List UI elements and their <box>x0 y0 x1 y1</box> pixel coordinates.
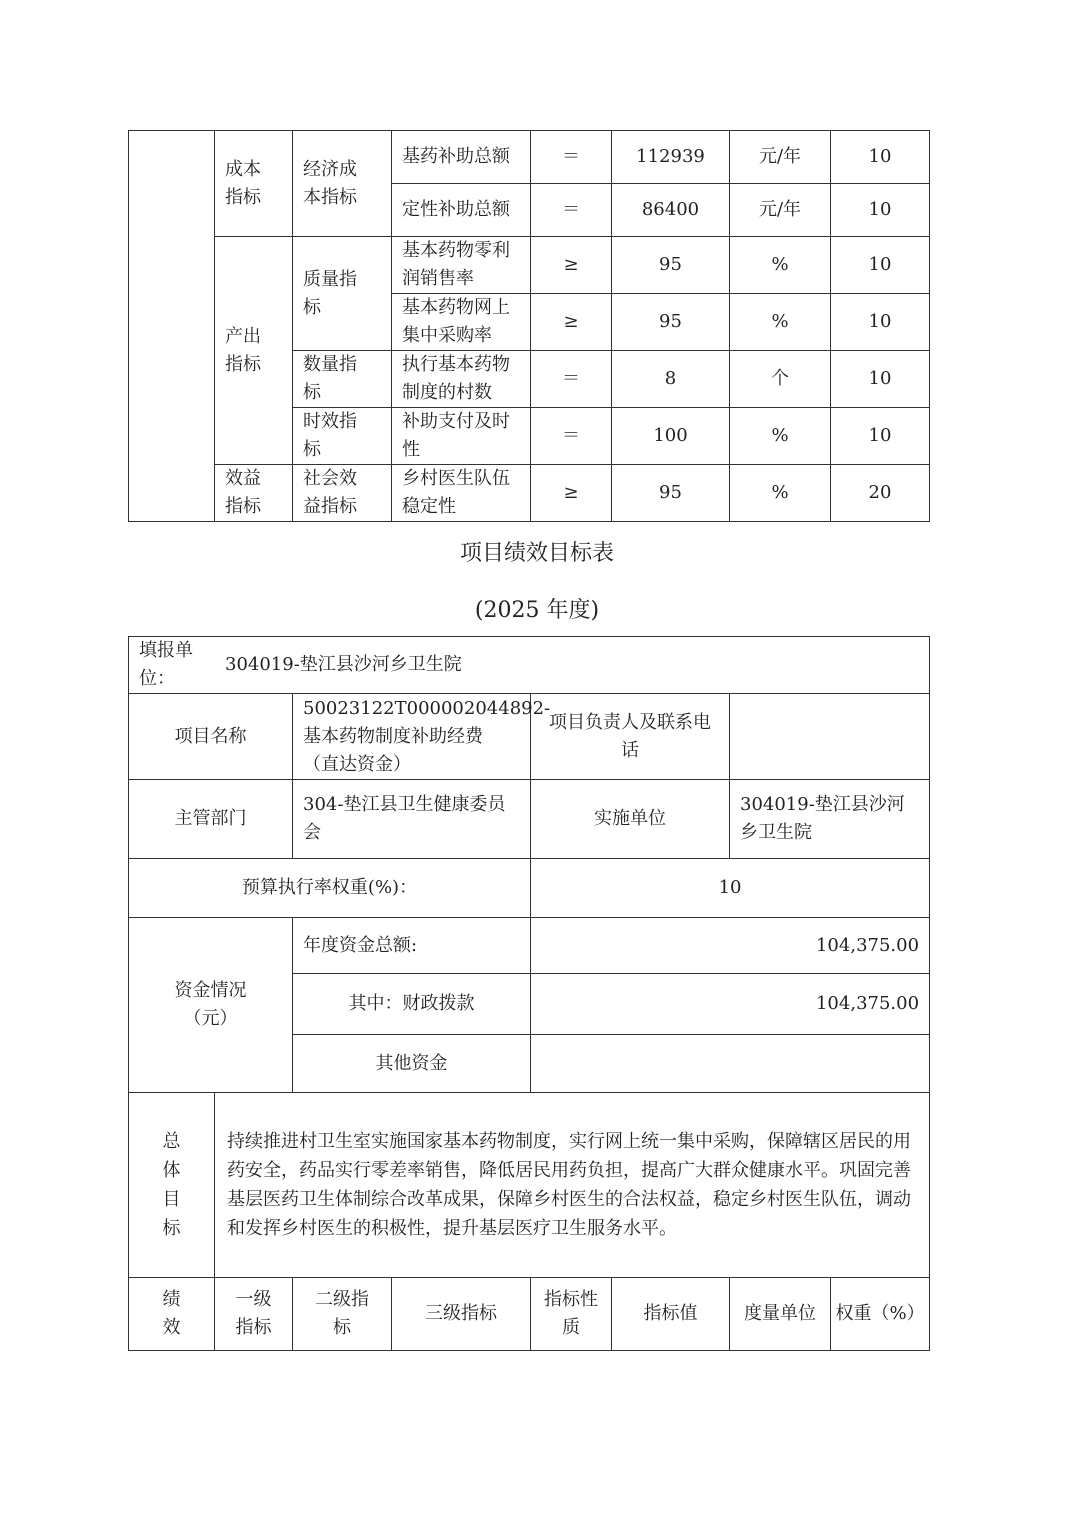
header-level2: 二级指 标 <box>293 1278 392 1351</box>
operator-cell: ≥ <box>531 465 612 522</box>
impl-label: 实施单位 <box>531 780 730 859</box>
budget-rate-value: 10 <box>531 859 930 918</box>
weight-cell: 10 <box>831 351 930 408</box>
operator-cell: ＝ <box>531 184 612 237</box>
unit-cell: 元/年 <box>730 131 831 184</box>
level2-quality: 质量指 标 <box>293 237 392 351</box>
contact-label: 项目负责人及联系电 话 <box>531 694 730 780</box>
level3-cell: 基本药物网上 集中采购率 <box>392 294 531 351</box>
project-name-label: 项目名称 <box>129 694 293 780</box>
impl-value: 304019-垫江县沙河 乡卫生院 <box>730 780 930 859</box>
level3-cell: 基本药物零利 润销售率 <box>392 237 531 294</box>
operator-cell: ≥ <box>531 237 612 294</box>
header-nature: 指标性 质 <box>531 1278 612 1351</box>
level1-benefit: 效益 指标 <box>215 465 293 522</box>
level2-social-benefit: 社会效 益指标 <box>293 465 392 522</box>
weight-cell: 10 <box>831 184 930 237</box>
operator-cell: ＝ <box>531 131 612 184</box>
operator-cell: ＝ <box>531 408 612 465</box>
unit-cell: % <box>730 408 831 465</box>
level1-output: 产出 指标 <box>215 237 293 465</box>
fiscal-label: 其中：财政拨款 <box>293 974 531 1035</box>
unit-cell: 个 <box>730 351 831 408</box>
page-year: (2025 年度) <box>474 598 600 623</box>
unit-cell: % <box>730 237 831 294</box>
header-performance: 绩 效 <box>129 1278 215 1351</box>
fill-unit-row <box>129 637 930 694</box>
annual-total-value: 104,375.00 <box>531 918 930 974</box>
weight-cell: 20 <box>831 465 930 522</box>
fiscal-value: 104,375.00 <box>531 974 930 1035</box>
weight-cell: 10 <box>831 408 930 465</box>
level1-cost: 成本 指标 <box>215 131 293 237</box>
value-cell: 95 <box>612 465 730 522</box>
blank-merged-cell <box>129 131 215 522</box>
unit-cell: 元/年 <box>730 184 831 237</box>
value-cell: 95 <box>612 294 730 351</box>
fill-unit-label: 填报单 位： <box>139 640 193 689</box>
other-funds-value <box>531 1035 930 1093</box>
page-title: 项目绩效目标表 <box>459 541 614 566</box>
value-cell: 86400 <box>612 184 730 237</box>
weight-cell: 10 <box>831 237 930 294</box>
value-cell: 8 <box>612 351 730 408</box>
contact-value <box>730 694 930 780</box>
level3-cell: 乡村医生队伍 稳定性 <box>392 465 531 522</box>
dept-label: 主管部门 <box>129 780 293 859</box>
value-cell: 100 <box>612 408 730 465</box>
unit-cell: % <box>730 294 831 351</box>
project-name-value: 50023122T000002044892- 基本药物制度补助经费 （直达资金） <box>293 694 531 780</box>
indicator-table-continued <box>128 130 930 522</box>
level3-cell: 补助支付及时 性 <box>392 408 531 465</box>
unit-cell: % <box>730 465 831 522</box>
weight-cell: 10 <box>831 131 930 184</box>
level2-economic-cost: 经济成 本指标 <box>293 131 392 237</box>
header-level1: 一级 指标 <box>215 1278 293 1351</box>
project-info-table <box>128 636 930 1351</box>
goal-label: 总 体 目 标 <box>129 1093 215 1278</box>
level3-cell: 定性补助总额 <box>392 184 531 237</box>
header-unit: 度量单位 <box>730 1278 831 1351</box>
funds-label: 资金情况 （元） <box>129 918 293 1093</box>
budget-rate-label: 预算执行率权重(%)： <box>129 859 531 918</box>
value-cell: 112939 <box>612 131 730 184</box>
goal-text: 持续推进村卫生室实施国家基本药物制度，实行网上统一集中采购，保障辖区居民的用药安全，药品实行零差率销售，降低居民用药负担，提高广大群众健康水平。巩固完善基层医药卫生体制综合改革成果，保障乡村医生的合法权益，稳定乡村医生队伍，调动和发挥乡村医生的积极性，提升基层医疗卫生服务水平。 <box>215 1093 930 1278</box>
header-level3: 三级指标 <box>392 1278 531 1351</box>
annual-total-label: 年度资金总额: <box>293 918 531 974</box>
level2-quantity: 数量指 标 <box>293 351 392 408</box>
level3-cell: 执行基本药物 制度的村数 <box>392 351 531 408</box>
header-value: 指标值 <box>612 1278 730 1351</box>
dept-value: 304-垫江县卫生健康委员 会 <box>293 780 531 859</box>
value-cell: 95 <box>612 237 730 294</box>
weight-cell: 10 <box>831 294 930 351</box>
other-funds-label: 其他资金 <box>293 1035 531 1093</box>
level3-cell: 基药补助总额 <box>392 131 531 184</box>
operator-cell: ＝ <box>531 351 612 408</box>
level2-timeliness: 时效指 标 <box>293 408 392 465</box>
operator-cell: ≥ <box>531 294 612 351</box>
header-weight: 权重（%） <box>831 1278 930 1351</box>
fill-unit-value: 304019-垫江县沙河乡卫生院 <box>225 654 462 675</box>
